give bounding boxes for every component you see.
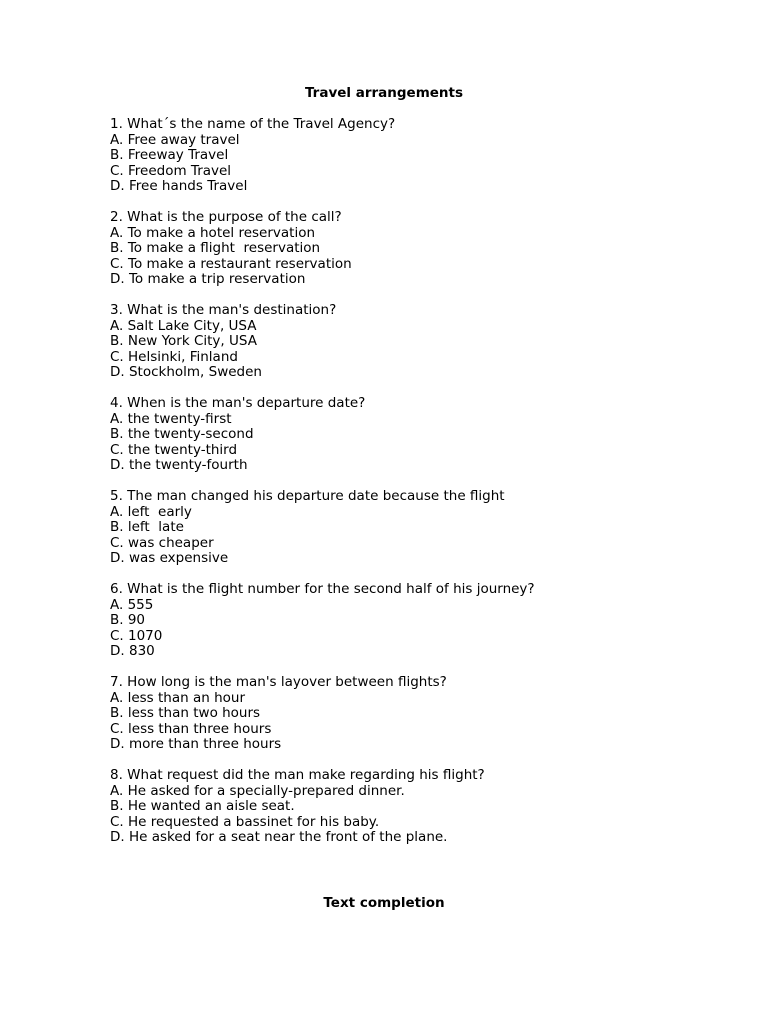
question-list bbox=[110, 117, 710, 861]
answer-option: A. less than an hour bbox=[110, 689, 246, 706]
answer-option: B. To make a flight reservation bbox=[110, 240, 321, 256]
answer-option: A. the twenty-first bbox=[110, 410, 232, 427]
answer-option: A. He asked for a specially-prepared dinner. bbox=[110, 782, 405, 799]
question-item bbox=[110, 582, 710, 660]
answer-option: B. less than two hours bbox=[110, 705, 261, 721]
answer-option: A. Free away travel bbox=[110, 131, 240, 148]
answer-option: A. To make a hotel reservation bbox=[110, 224, 316, 241]
answer-option: D. more than three hours bbox=[110, 736, 282, 752]
answer-option: D. 830 bbox=[110, 643, 155, 659]
section-title: Text completion bbox=[323, 895, 445, 911]
answer-option: C. Helsinki, Finland bbox=[110, 348, 238, 365]
question-item bbox=[110, 303, 710, 381]
answer-option: C. less than three hours bbox=[110, 720, 272, 737]
answer-option: B. New York City, USA bbox=[110, 333, 257, 349]
answer-option: C. was cheaper bbox=[110, 534, 214, 551]
question-prompt: 2. What is the purpose of the call? bbox=[110, 209, 342, 225]
question-prompt: 1. What´s the name of the Travel Agency? bbox=[110, 116, 396, 132]
answer-option: D. the twenty-fourth bbox=[110, 457, 248, 473]
question-prompt: 6. What is the flight number for the second half of his journey? bbox=[110, 581, 535, 597]
page-title: Travel arrangements bbox=[304, 85, 464, 101]
answer-option: A. Salt Lake City, USA bbox=[110, 317, 257, 334]
answer-option: B. the twenty-second bbox=[110, 426, 254, 442]
question-item bbox=[110, 117, 710, 195]
answer-option: C. Freedom Travel bbox=[110, 162, 232, 179]
answer-option: A. 555 bbox=[110, 596, 154, 613]
answer-option: A. left early bbox=[110, 503, 192, 520]
question-prompt: 5. The man changed his departure date because the flight bbox=[110, 488, 505, 504]
answer-option: C. 1070 bbox=[110, 627, 163, 644]
answer-option: D. To make a trip reservation bbox=[110, 271, 306, 287]
answer-option: B. 90 bbox=[110, 612, 146, 628]
question-item bbox=[110, 396, 710, 474]
answer-option: D. Free hands Travel bbox=[110, 178, 248, 194]
question-prompt: 4. When is the man's departure date? bbox=[110, 395, 366, 411]
answer-option: B. Freeway Travel bbox=[110, 147, 229, 163]
question-prompt: 7. How long is the man's layover between flights? bbox=[110, 674, 447, 690]
question-item bbox=[110, 489, 710, 567]
answer-option: C. He requested a bassinet for his baby. bbox=[110, 813, 380, 830]
answer-option: D. was expensive bbox=[110, 550, 229, 566]
answer-option: B. He wanted an aisle seat. bbox=[110, 798, 295, 814]
question-prompt: 8. What request did the man make regarding his flight? bbox=[110, 767, 485, 783]
answer-option: D. Stockholm, Sweden bbox=[110, 364, 262, 380]
answer-option: C. the twenty-third bbox=[110, 441, 238, 458]
question-item bbox=[110, 768, 710, 846]
question-prompt: 3. What is the man's destination? bbox=[110, 302, 337, 318]
question-item bbox=[110, 675, 710, 753]
answer-option: C. To make a restaurant reservation bbox=[110, 255, 352, 272]
answer-option: D. He asked for a seat near the front of the plane. bbox=[110, 829, 448, 845]
answer-option: B. left late bbox=[110, 519, 184, 535]
question-item bbox=[110, 210, 710, 288]
